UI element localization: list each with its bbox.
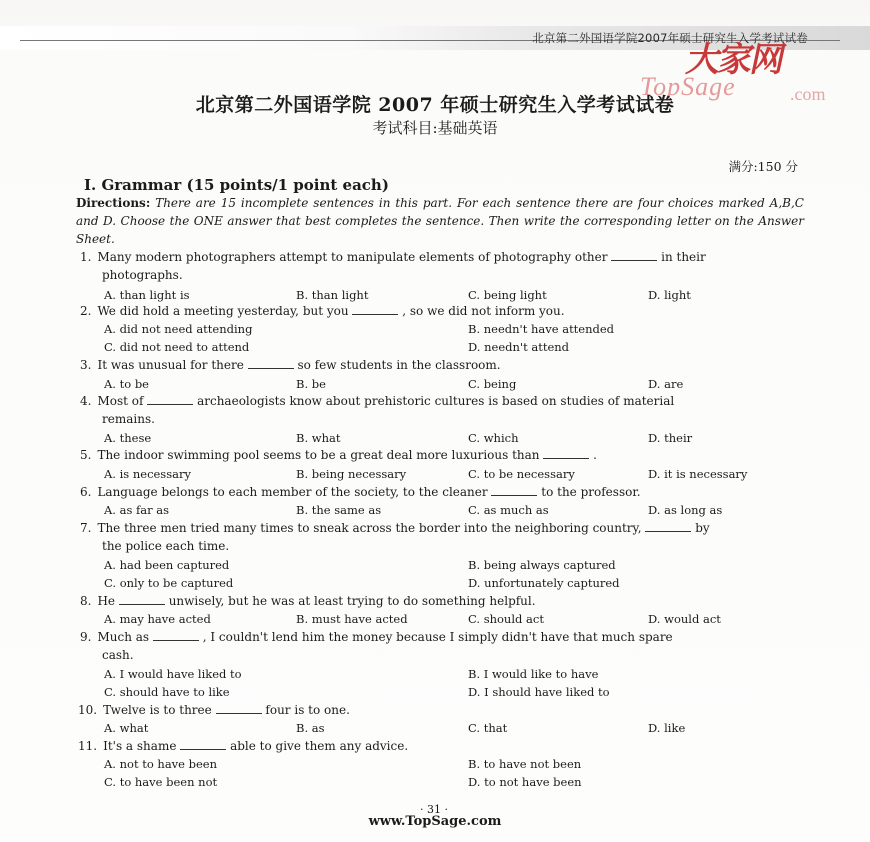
exam-subject: 考试科目:基础英语 <box>372 119 498 137</box>
directions <box>76 194 804 248</box>
answer-blank <box>119 594 165 605</box>
question-number: 7. <box>80 521 92 535</box>
answer-choice: D. I should have liked to <box>468 685 610 699</box>
answer-blank <box>147 394 193 405</box>
question-stem <box>78 703 350 717</box>
answer-choice: B. than light <box>296 288 369 302</box>
question-text: Much as <box>97 630 150 644</box>
answer-choice: B. what <box>296 431 341 445</box>
question-stem <box>80 250 706 264</box>
question-text: in their <box>661 250 706 264</box>
answer-choice: B. needn't have attended <box>468 322 615 336</box>
question-continuation: remains. <box>102 412 155 426</box>
question-text: He <box>97 594 116 608</box>
answer-choice: C. should have to like <box>104 685 230 699</box>
question-continuation: photographs. <box>102 268 183 282</box>
answer-choice: A. to be <box>104 377 149 391</box>
answer-blank <box>352 304 398 315</box>
question-stem <box>80 394 674 408</box>
answer-choice: D. it is necessary <box>648 467 748 481</box>
question-number: 1. <box>80 250 92 264</box>
question-number: 8. <box>80 594 92 608</box>
answer-choice: A. as far as <box>104 503 170 517</box>
answer-choice: D. like <box>648 721 686 735</box>
watermark-brand: TopSage <box>640 72 736 101</box>
answer-choice: D. are <box>648 377 684 391</box>
question-number: 6. <box>80 485 92 499</box>
question-text: . <box>593 448 597 462</box>
answer-choice: B. the same as <box>296 503 382 517</box>
question-text: We did hold a meeting yesterday, but you <box>97 304 349 318</box>
directions-label: Directions: <box>76 196 151 210</box>
footer-url: www.TopSage.com <box>368 814 502 829</box>
question-text: It's a shame <box>103 739 177 753</box>
question-text: , so we did not inform you. <box>402 304 565 318</box>
page-number: · 31 · <box>420 803 448 816</box>
answer-choice: A. is necessary <box>104 467 191 481</box>
answer-choice: B. as <box>296 721 325 735</box>
question-text: so few students in the classroom. <box>297 358 501 372</box>
question-text: It was unusual for there <box>97 358 244 372</box>
question-text: four is to one. <box>265 703 350 717</box>
question-number: 10. <box>78 703 98 717</box>
question-stem <box>80 448 597 462</box>
question-text: Language belongs to each member of the society, to the cleaner <box>97 485 488 499</box>
running-head: 北京第二外国语学院2007年硕士研究生入学考试试卷 <box>532 31 808 45</box>
question-stem <box>80 594 536 608</box>
page-title: 北京第二外国语学院 2007 年硕士研究生入学考试试卷 <box>195 94 675 116</box>
answer-blank <box>611 250 657 261</box>
answer-choice: C. only to be captured <box>104 576 234 590</box>
question-continuation: the police each time. <box>102 539 230 553</box>
answer-choice: D. light <box>648 288 691 302</box>
answer-choice: A. these <box>104 431 152 445</box>
answer-choice: A. than light is <box>104 288 190 302</box>
question-stem <box>78 739 408 753</box>
question-text: Many modern photographers attempt to manipulate elements of photography other <box>97 250 608 264</box>
question-number: 9. <box>80 630 92 644</box>
question-text: The three men tried many times to sneak across the border into the neighboring country, <box>97 521 642 535</box>
question-number: 2. <box>80 304 92 318</box>
watermark-com: .com <box>790 84 826 104</box>
section-heading: I. Grammar (15 points/1 point each) <box>84 176 389 194</box>
answer-blank <box>248 358 294 369</box>
question-number: 4. <box>80 394 92 408</box>
answer-choice: C. to have been not <box>104 775 218 789</box>
answer-choice: B. I would like to have <box>468 667 599 681</box>
answer-choice: C. to be necessary <box>468 467 575 481</box>
answer-choice: C. should act <box>468 612 544 626</box>
answer-choice: A. not to have been <box>104 757 218 771</box>
answer-choice: B. must have acted <box>296 612 408 626</box>
answer-choice: D. as long as <box>648 503 723 517</box>
answer-blank <box>645 521 691 532</box>
answer-choice: B. to have not been <box>468 757 582 771</box>
question-text: unwisely, but he was at least trying to do something helpful. <box>168 594 536 608</box>
question-continuation: cash. <box>102 648 134 662</box>
answer-choice: D. to not have been <box>468 775 582 789</box>
directions-text: There are 15 incomplete sentences in this part. For each sentence there are four choices marked A,B,C and D. Choose the ONE answer that best completes the sentence. Then write the corresponding letter on the Answer Sheet. <box>76 196 804 246</box>
answer-choice: C. which <box>468 431 519 445</box>
answer-choice: C. being light <box>468 288 547 302</box>
question-stem <box>80 485 641 499</box>
answer-choice: B. be <box>296 377 326 391</box>
answer-choice: A. I would have liked to <box>104 667 242 681</box>
question-text: archaeologists know about prehistoric cultures is based on studies of material <box>197 394 675 408</box>
question-text: to the professor. <box>541 485 641 499</box>
question-text: Most of <box>97 394 144 408</box>
question-stem <box>80 304 565 318</box>
question-number: 3. <box>80 358 92 372</box>
answer-blank <box>180 739 226 750</box>
question-text: The indoor swimming pool seems to be a great deal more luxurious than <box>97 448 540 462</box>
answer-choice: C. being <box>468 377 517 391</box>
question-text: , I couldn't lend him the money because I simply didn't have that much spare <box>202 630 673 644</box>
question-stem <box>80 630 673 644</box>
answer-blank <box>491 485 537 496</box>
answer-blank <box>543 448 589 459</box>
answer-blank <box>216 703 262 714</box>
question-text: able to give them any advice. <box>230 739 409 753</box>
answer-choice: C. that <box>468 721 508 735</box>
answer-choice: C. as much as <box>468 503 549 517</box>
answer-choice: A. what <box>104 721 149 735</box>
answer-blank <box>153 630 199 641</box>
answer-choice: A. had been captured <box>104 558 230 572</box>
answer-choice: D. needn't attend <box>468 340 570 354</box>
question-text: Twelve is to three <box>103 703 212 717</box>
answer-choice: D. unfortunately captured <box>468 576 620 590</box>
full-score: 满分:150 分 <box>728 159 798 174</box>
answer-choice: B. being always captured <box>468 558 616 572</box>
question-number: 5. <box>80 448 92 462</box>
answer-choice: C. did not need to attend <box>104 340 250 354</box>
answer-choice: D. their <box>648 431 693 445</box>
answer-choice: B. being necessary <box>296 467 407 481</box>
answer-choice: A. may have acted <box>104 612 211 626</box>
watermark-logo-cn: 大家网 <box>683 40 788 80</box>
answer-choice: A. did not need attending <box>104 322 253 336</box>
question-stem <box>80 521 710 535</box>
question-number: 11. <box>78 739 98 753</box>
question-stem <box>80 358 501 372</box>
question-text: by <box>695 521 710 535</box>
answer-choice: D. would act <box>648 612 721 626</box>
